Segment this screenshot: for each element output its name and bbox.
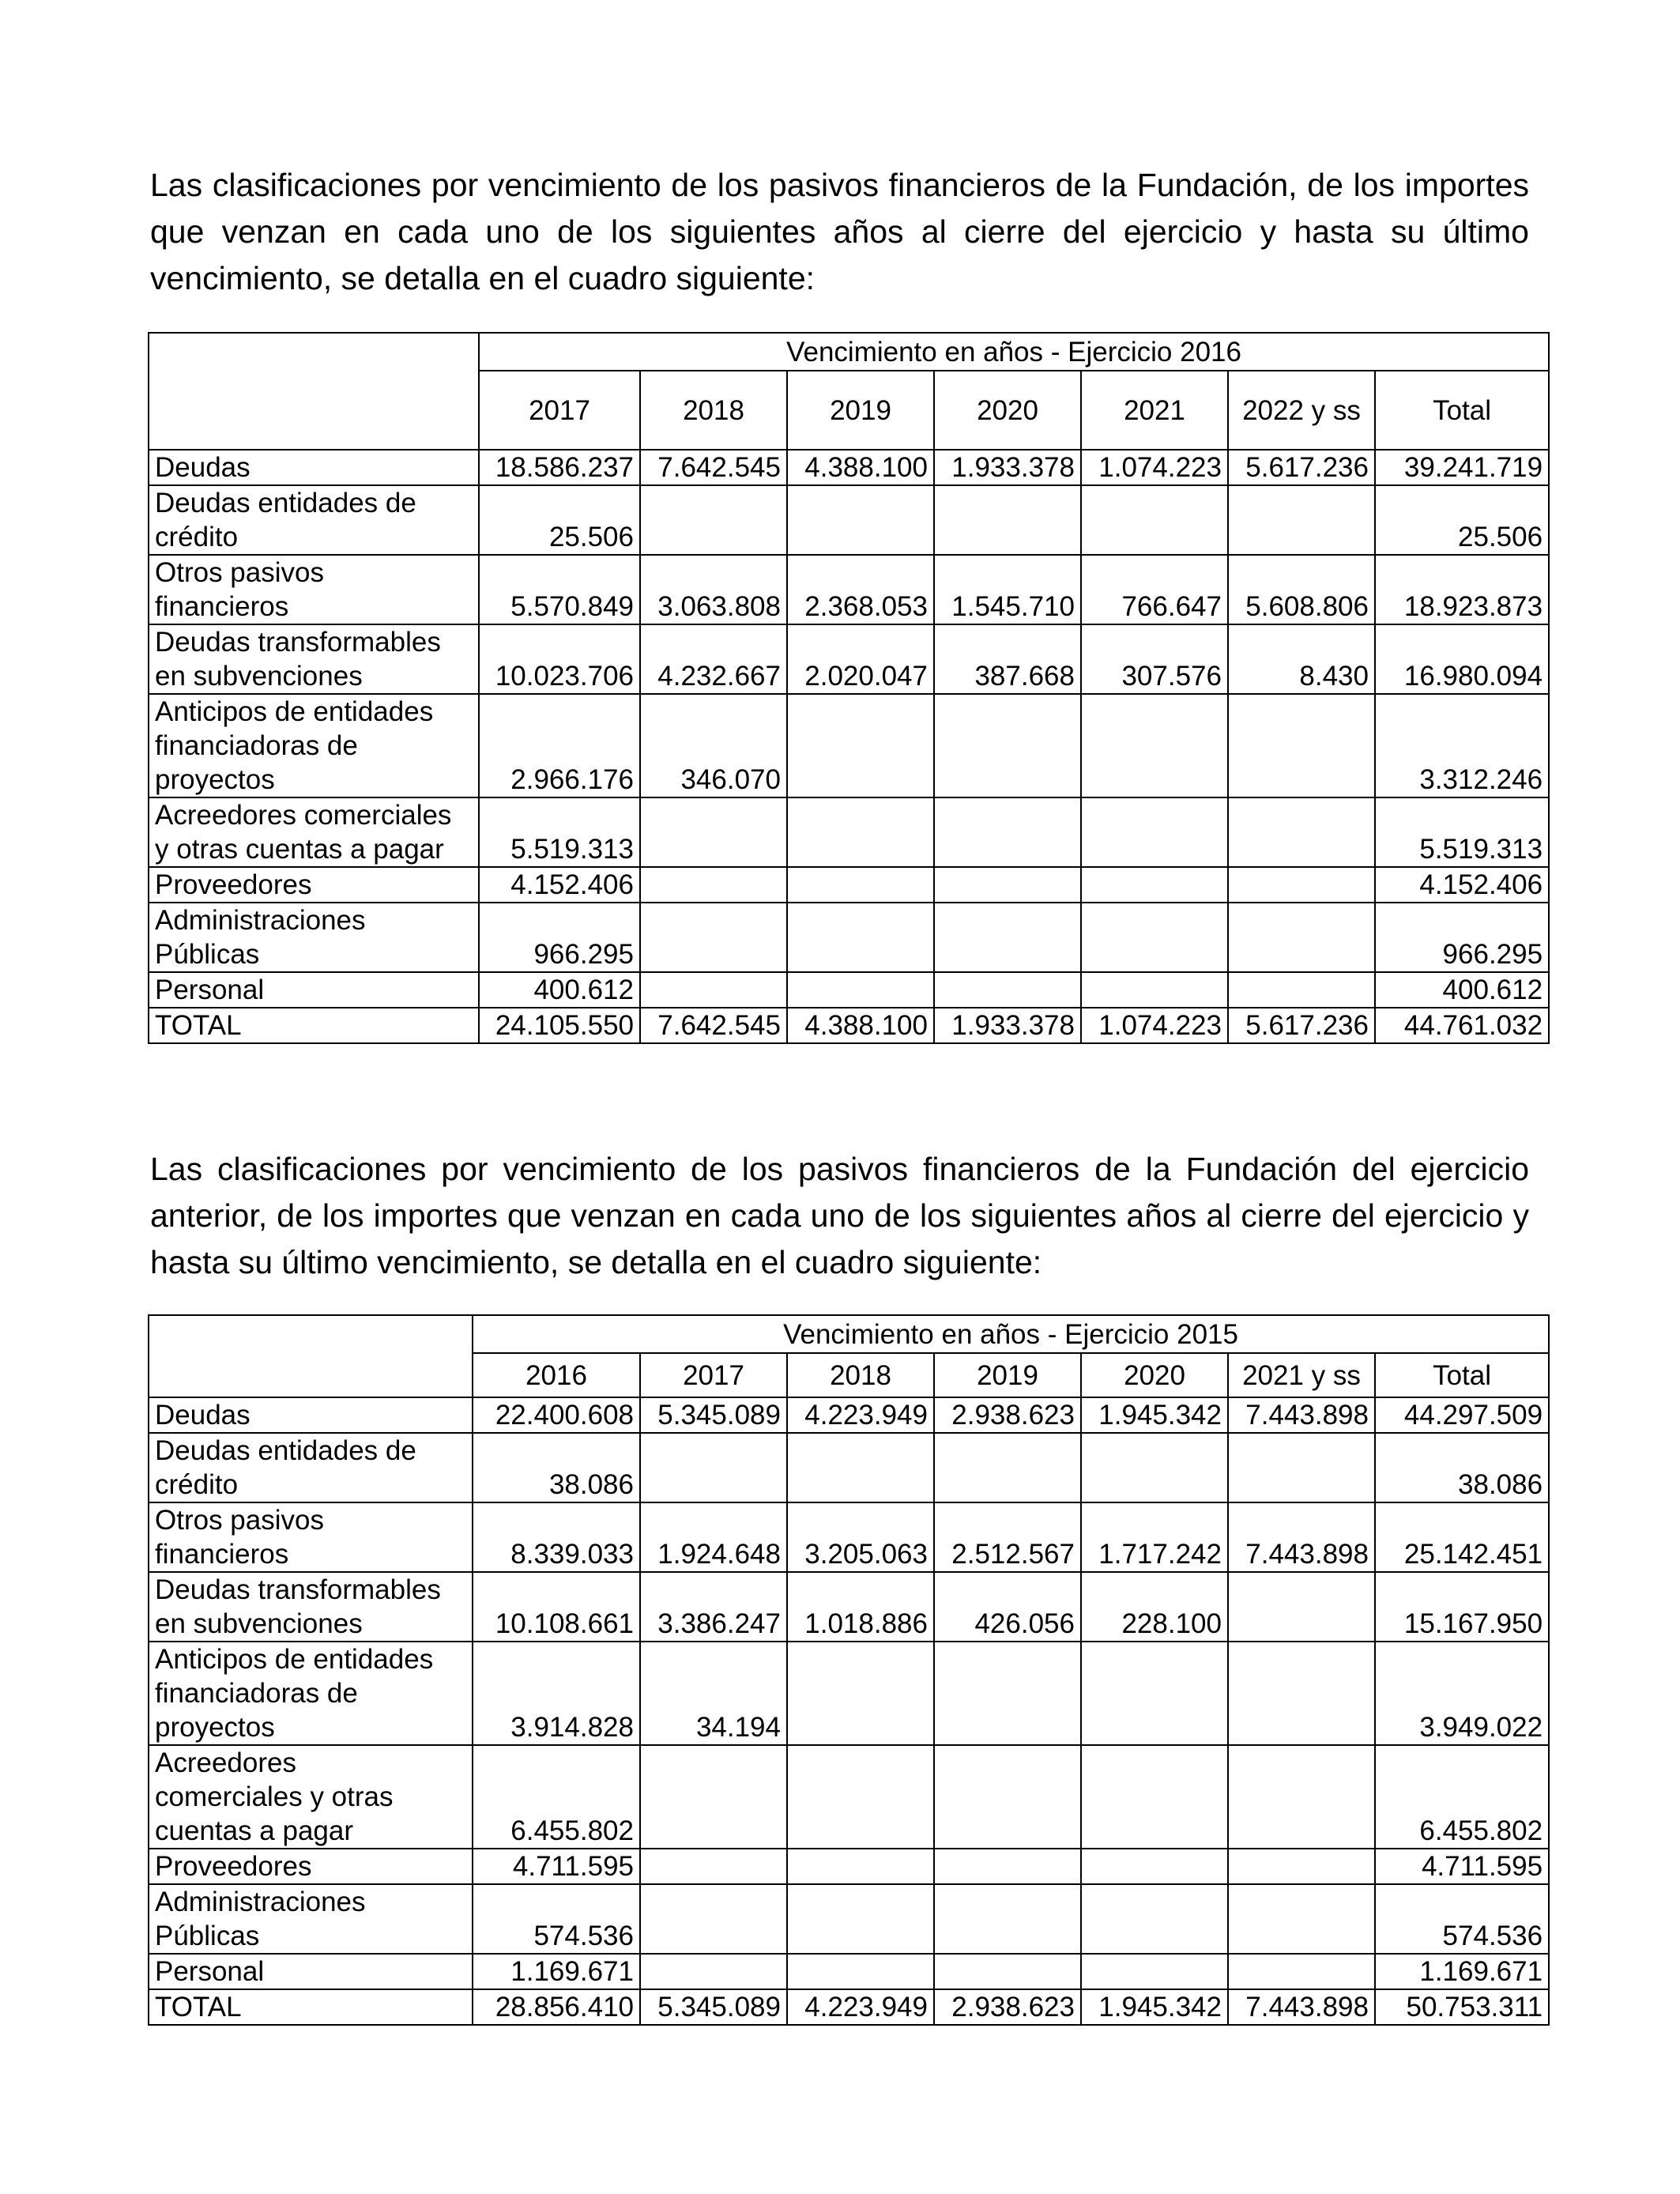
row-label: Personal [149,1954,473,1989]
value-cell [934,1745,1081,1849]
value-cell: 2.512.567 [934,1502,1081,1572]
row-label: Otros pasivos financieros [149,555,479,624]
table-row [149,1745,1549,1849]
value-cell [1228,1572,1375,1642]
value-cell: 2.938.623 [934,1989,1081,2025]
value-cell: 34.194 [640,1642,787,1745]
row-label: TOTAL [149,1008,479,1043]
value-cell [934,1884,1081,1954]
value-cell: 7.443.898 [1228,1989,1375,2025]
value-cell: 3.949.022 [1375,1642,1549,1745]
value-cell: 24.105.550 [479,1008,640,1043]
value-cell: 38.086 [1375,1433,1549,1502]
value-cell: 18.586.237 [479,450,640,485]
table-row [149,1849,1549,1884]
value-cell: 3.386.247 [640,1572,787,1642]
value-cell: 4.711.595 [473,1849,640,1884]
value-cell [787,972,934,1008]
value-cell [934,972,1081,1008]
value-cell: 38.086 [473,1433,640,1502]
value-cell: 574.536 [1375,1884,1549,1954]
column-header: 2022 y ss [1228,371,1375,450]
table-row [149,797,1549,867]
value-cell [1228,1849,1375,1884]
value-cell [640,797,787,867]
value-cell: 3.312.246 [1375,694,1549,797]
value-cell [934,797,1081,867]
value-cell [1081,1849,1228,1884]
value-cell: 346.070 [640,694,787,797]
row-label: Administraciones Públicas [149,903,479,972]
value-cell: 44.297.509 [1375,1397,1549,1433]
value-cell: 5.617.236 [1228,1008,1375,1043]
value-cell: 4.152.406 [479,867,640,903]
value-cell: 4.711.595 [1375,1849,1549,1884]
value-cell [1081,797,1228,867]
row-label: TOTAL [149,1989,473,2025]
column-header: 2021 y ss [1228,1353,1375,1397]
table-row [149,694,1549,797]
column-header: 2019 [934,1353,1081,1397]
maturity-table-2016 [148,332,1550,1044]
value-cell [787,1954,934,1989]
value-cell: 5.345.089 [640,1989,787,2025]
value-cell [640,1849,787,1884]
value-cell [1228,1433,1375,1502]
value-cell [1081,867,1228,903]
value-cell: 5.519.313 [1375,797,1549,867]
row-label: Deudas [149,1397,473,1433]
value-cell [1228,694,1375,797]
column-header: 2021 [1081,371,1228,450]
table-row [149,624,1549,694]
value-cell [1228,1642,1375,1745]
row-label: Acreedores comerciales y otras cuentas a pagar [149,1745,473,1849]
value-cell [1081,1433,1228,1502]
value-cell: 400.612 [1375,972,1549,1008]
value-cell: 44.761.032 [1375,1008,1549,1043]
value-cell [1228,867,1375,903]
table-row [149,1642,1549,1745]
column-header: Total [1375,371,1549,450]
row-label: Deudas entidades de crédito [149,485,479,555]
value-cell: 5.608.806 [1228,555,1375,624]
value-cell [1228,1884,1375,1954]
table-row [149,1397,1549,1433]
value-cell [1081,1642,1228,1745]
value-cell: 10.108.661 [473,1572,640,1642]
value-cell: 574.536 [473,1884,640,1954]
value-cell [787,797,934,867]
value-cell [640,1954,787,1989]
value-cell [787,1884,934,1954]
row-label: Proveedores [149,867,479,903]
value-cell: 8.339.033 [473,1502,640,1572]
value-cell [934,485,1081,555]
value-cell: 2.020.047 [787,624,934,694]
column-header: 2020 [934,371,1081,450]
value-cell: 25.506 [479,485,640,555]
value-cell: 1.074.223 [1081,1008,1228,1043]
row-label: Deudas entidades de crédito [149,1433,473,1502]
value-cell: 50.753.311 [1375,1989,1549,2025]
value-cell: 1.933.378 [934,1008,1081,1043]
value-cell [1228,797,1375,867]
value-cell [787,694,934,797]
table-row [149,450,1549,485]
value-cell [1228,1745,1375,1849]
value-cell: 387.668 [934,624,1081,694]
row-label: Anticipos de entidades financiadoras de proyectos [149,694,479,797]
value-cell: 1.717.242 [1081,1502,1228,1572]
value-cell [1081,485,1228,555]
row-label: Personal [149,972,479,1008]
table-row [149,1433,1549,1502]
value-cell: 1.924.648 [640,1502,787,1572]
value-cell [934,1642,1081,1745]
value-cell [787,1745,934,1849]
value-cell: 4.152.406 [1375,867,1549,903]
column-header: 2016 [473,1353,640,1397]
column-header: 2019 [787,371,934,450]
table-row [149,555,1549,624]
value-cell: 16.980.094 [1375,624,1549,694]
value-cell [934,1849,1081,1884]
value-cell [1081,903,1228,972]
value-cell: 4.388.100 [787,450,934,485]
value-cell: 7.642.545 [640,450,787,485]
column-header: Total [1375,1353,1549,1397]
value-cell [934,903,1081,972]
value-cell [934,694,1081,797]
value-cell: 3.205.063 [787,1502,934,1572]
value-cell [934,1954,1081,1989]
value-cell: 426.056 [934,1572,1081,1642]
table-row [149,1954,1549,1989]
value-cell: 10.023.706 [479,624,640,694]
value-cell [1081,972,1228,1008]
value-cell: 5.519.313 [479,797,640,867]
value-cell [787,1642,934,1745]
value-cell: 2.938.623 [934,1397,1081,1433]
value-cell [1228,1954,1375,1989]
value-cell: 1.169.671 [1375,1954,1549,1989]
group-header: Vencimiento en años - Ejercicio 2016 [479,333,1549,371]
table-row [149,1572,1549,1642]
value-cell: 22.400.608 [473,1397,640,1433]
value-cell: 766.647 [1081,555,1228,624]
value-cell [934,867,1081,903]
value-cell: 7.443.898 [1228,1502,1375,1572]
value-cell: 1.933.378 [934,450,1081,485]
row-label-header [149,1315,473,1397]
value-cell: 228.100 [1081,1572,1228,1642]
value-cell: 1.018.886 [787,1572,934,1642]
row-label: Proveedores [149,1849,473,1884]
value-cell [640,1745,787,1849]
row-label: Otros pasivos financieros [149,1502,473,1572]
row-label: Anticipos de entidades financiadoras de proyectos [149,1642,473,1745]
value-cell: 4.223.949 [787,1989,934,2025]
value-cell: 5.617.236 [1228,450,1375,485]
value-cell: 966.295 [1375,903,1549,972]
value-cell: 2.966.176 [479,694,640,797]
value-cell: 4.232.667 [640,624,787,694]
value-cell: 4.388.100 [787,1008,934,1043]
value-cell: 25.142.451 [1375,1502,1549,1572]
column-header: 2017 [479,371,640,450]
value-cell: 1.945.342 [1081,1989,1228,2025]
value-cell: 1.074.223 [1081,450,1228,485]
value-cell [640,1433,787,1502]
value-cell [934,1433,1081,1502]
value-cell: 2.368.053 [787,555,934,624]
value-cell: 400.612 [479,972,640,1008]
value-cell: 28.856.410 [473,1989,640,2025]
row-label: Deudas transformables en subvenciones [149,1572,473,1642]
row-label: Deudas transformables en subvenciones [149,624,479,694]
value-cell [640,972,787,1008]
value-cell: 39.241.719 [1375,450,1549,485]
value-cell [640,485,787,555]
intro-paragraph-2015: Las clasificaciones por vencimiento de los pasivos financieros de la Fundación del ejercicio anterior, de los importes que venzan en cada uno de los siguientes años al cierre del ejercicio y hasta su último vencimiento, se detalla en el cuadro siguiente: [150,1151,1529,1280]
value-cell [640,903,787,972]
value-cell [787,485,934,555]
row-label: Deudas [149,450,479,485]
table-row [149,1884,1549,1954]
value-cell: 7.443.898 [1228,1397,1375,1433]
value-cell: 966.295 [479,903,640,972]
value-cell [787,1433,934,1502]
value-cell: 18.923.873 [1375,555,1549,624]
column-header: 2018 [640,371,787,450]
value-cell: 307.576 [1081,624,1228,694]
value-cell [1228,972,1375,1008]
value-cell: 1.169.671 [473,1954,640,1989]
value-cell [1081,1884,1228,1954]
column-header: 2017 [640,1353,787,1397]
total-row [149,1989,1549,2025]
column-header: 2020 [1081,1353,1228,1397]
value-cell: 3.914.828 [473,1642,640,1745]
table-row [149,972,1549,1008]
value-cell [640,867,787,903]
row-label: Acreedores comerciales y otras cuentas a pagar [149,797,479,867]
value-cell [1081,1745,1228,1849]
value-cell: 4.223.949 [787,1397,934,1433]
value-cell [1228,485,1375,555]
row-label-header [149,333,479,450]
value-cell: 5.570.849 [479,555,640,624]
table-row [149,485,1549,555]
maturity-table-2015 [148,1314,1550,2026]
value-cell: 5.345.089 [640,1397,787,1433]
value-cell: 6.455.802 [1375,1745,1549,1849]
value-cell [787,1849,934,1884]
value-cell [787,903,934,972]
value-cell: 15.167.950 [1375,1572,1549,1642]
table-row [149,1502,1549,1572]
value-cell: 7.642.545 [640,1008,787,1043]
value-cell: 1.545.710 [934,555,1081,624]
value-cell: 3.063.808 [640,555,787,624]
column-header: 2018 [787,1353,934,1397]
intro-paragraph-2016: Las clasificaciones por vencimiento de los pasivos financieros de la Fundación, de los importes que venzan en cada uno de los siguientes años al cierre del ejercicio y hasta su último vencimiento, se detalla en el cuadro siguiente: [150,167,1529,296]
table-row [149,903,1549,972]
value-cell [1081,694,1228,797]
total-row [149,1008,1549,1043]
row-label: Administraciones Públicas [149,1884,473,1954]
value-cell: 25.506 [1375,485,1549,555]
value-cell [1081,1954,1228,1989]
group-header: Vencimiento en años - Ejercicio 2015 [473,1315,1549,1353]
value-cell: 6.455.802 [473,1745,640,1849]
value-cell [1228,903,1375,972]
value-cell: 1.945.342 [1081,1397,1228,1433]
table-row [149,867,1549,903]
value-cell [787,867,934,903]
value-cell [640,1884,787,1954]
value-cell: 8.430 [1228,624,1375,694]
